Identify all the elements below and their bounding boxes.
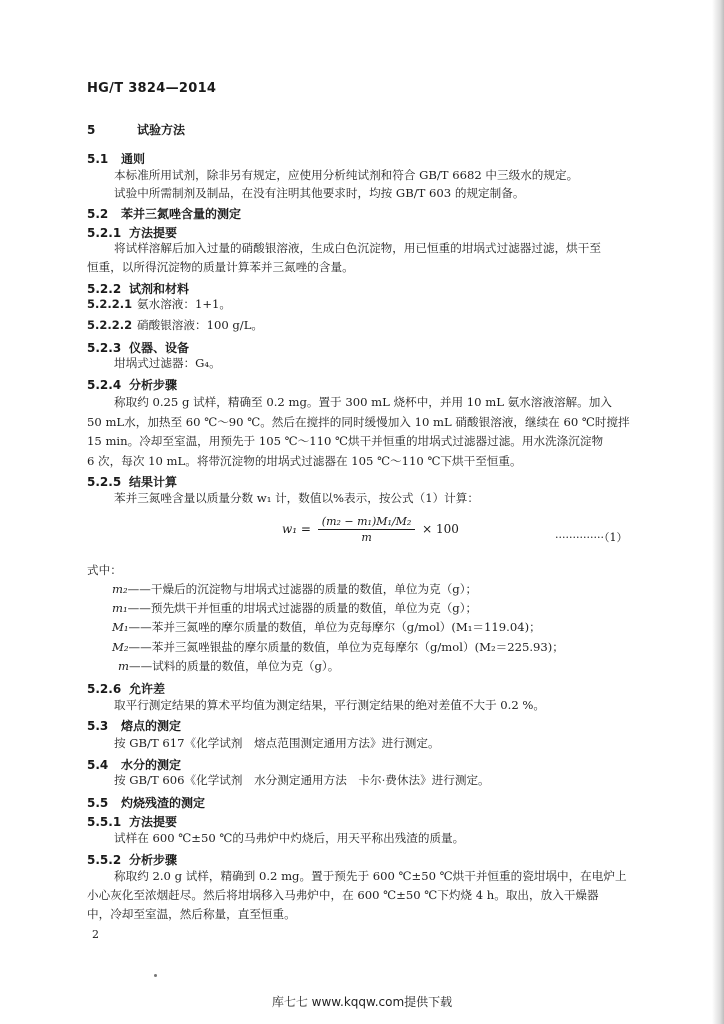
paragraph-line: 小心灰化至浓烟赶尽。然后将坩埚移入马弗炉中，在 600 ℃±50 ℃下灼烧 4 h。取出，放入干燥器 <box>87 888 599 902</box>
section-number: 5.2.6 <box>87 682 122 696</box>
definition-line <box>112 580 477 599</box>
paragraph-line: 中，冷却至室温，然后称量，直至恒重。 <box>87 907 296 921</box>
where-label: 式中： <box>87 563 122 577</box>
formula-lhs: w₁ = <box>282 522 311 536</box>
section-heading-5-5-2 <box>87 851 177 868</box>
item-number: 5.2.2.1 <box>87 297 133 311</box>
equation-number: ··············（1） <box>555 531 628 544</box>
section-heading-5-2 <box>87 205 241 222</box>
section-heading-5-1 <box>87 150 145 167</box>
section-heading-5-2-6 <box>87 680 165 697</box>
section-number: 5.3 <box>87 719 109 733</box>
item-text: 氨水溶液：1+1。 <box>137 297 232 311</box>
formula-rhs: × 100 <box>422 522 459 536</box>
item-text: 硝酸银溶液：100 g/L。 <box>137 318 263 332</box>
section-title: 熔点的测定 <box>121 719 182 733</box>
section-number: 5.2.2 <box>87 282 122 296</box>
section-title: 允许差 <box>129 682 166 696</box>
scan-speck <box>154 974 157 977</box>
definition-line <box>112 638 564 657</box>
item-number: 5.2.2.2 <box>87 318 133 332</box>
section-title: 方法提要 <box>129 226 178 240</box>
formula-numerator: (m₂ − m₁)M₁/M₂ <box>318 515 416 530</box>
symbol: M₁ <box>112 620 129 634</box>
paragraph: 试样在 600 ℃±50 ℃的马弗炉中灼烧后，用天平称出残渣的质量。 <box>114 831 465 845</box>
definition-text: ——预先烘干并恒重的坩埚式过滤器的质量的数值，单位为克（g）； <box>127 601 478 615</box>
section-number: 5 <box>87 123 96 137</box>
section-title: 仪器、设备 <box>129 341 190 355</box>
paragraph-line: 称取约 2.0 g 试样，精确到 0.2 mg。置于预先于 600 ℃±50 ℃烘干并恒重的瓷坩埚中，在电炉上 <box>114 869 627 883</box>
definition-line <box>112 599 477 618</box>
section-title: 方法提要 <box>129 815 178 829</box>
definition-line <box>112 618 541 637</box>
paragraph: 试验中所需制剂及制品，在没有注明其他要求时，均按 GB/T 603 的规定制备。 <box>114 186 525 200</box>
list-item <box>87 316 263 335</box>
section-number: 5.5.1 <box>87 815 122 829</box>
formula <box>282 515 459 544</box>
paragraph-line: 称取约 0.25 g 试样，精确至 0.2 mg。置于 300 mL 烧杯中，并用 10 mL 氨水溶液溶解。加入 <box>114 395 612 409</box>
section-heading-5-2-5 <box>87 473 177 490</box>
definition-text: ——苯并三氮唑银盐的摩尔质量的数值，单位为克每摩尔（g/mol）(M₂＝225.93)； <box>128 640 564 654</box>
symbol: m <box>118 659 129 673</box>
section-number: 5.2.3 <box>87 341 122 355</box>
symbol: M₂ <box>112 640 129 654</box>
formula-fraction <box>318 515 416 544</box>
paragraph-line: 15 min。冷却至室温，用预先于 105 ℃～110 ℃烘干并恒重的坩埚式过滤器过滤。用水洗涤沉淀物 <box>87 434 604 448</box>
paragraph-line: 将试样溶解后加入过量的硝酸银溶液，生成白色沉淀物，用已恒重的坩埚式过滤器过滤，烘干至 <box>114 241 601 255</box>
paragraph-line: 6 次，每次 10 mL。将带沉淀物的坩埚式过滤器在 105 ℃～110 ℃下烘干至恒重。 <box>87 454 522 468</box>
section-heading-5-2-4 <box>87 376 177 393</box>
definition-text: ——干燥后的沉淀物与坩埚式过滤器的质量的数值，单位为克（g）； <box>127 582 478 596</box>
section-title: 通则 <box>121 152 146 166</box>
section-title: 分析步骤 <box>129 853 178 867</box>
section-title: 分析步骤 <box>129 378 178 392</box>
section-heading-5-3 <box>87 717 181 734</box>
paragraph: 取平行测定结果的算术平均值为测定结果，平行测定结果的绝对差值不大于 0.2 %。 <box>114 698 546 712</box>
paragraph-line: 50 mL水，加热至 60 ℃～90 ℃。然后在搅拌的同时缓慢加入 10 mL 硝酸银溶液，继续在 60 ℃时搅拌 <box>87 415 630 429</box>
definition-text: ——试料的质量的数值，单位为克（g）。 <box>129 659 340 673</box>
page-number: 2 <box>92 928 99 941</box>
definition-text: ——苯并三氮唑的摩尔质量的数值，单位为克每摩尔（g/mol）(M₁＝119.04)； <box>128 620 541 634</box>
section-number: 5.5 <box>87 796 109 810</box>
symbol: m₁ <box>112 601 128 615</box>
section-title: 水分的测定 <box>121 758 182 772</box>
symbol: m₂ <box>112 582 128 596</box>
section-heading-5-5-1 <box>87 813 177 830</box>
paragraph: 苯并三氮唑含量以质量分数 w₁ 计，数值以%表示，按公式（1）计算： <box>114 491 479 505</box>
list-item <box>87 295 231 314</box>
section-number: 5.1 <box>87 152 109 166</box>
section-number: 5.2.4 <box>87 378 122 392</box>
footer-source: 库七七 www.kqqw.com提供下载 <box>271 995 453 1009</box>
section-title: 试剂和材料 <box>129 282 190 296</box>
definition-line <box>118 657 339 676</box>
section-title: 苯并三氮唑含量的测定 <box>121 207 242 221</box>
paragraph: 本标准所用试剂，除非另有规定，应使用分析纯试剂和符合 GB/T 6682 中三级水的规定。 <box>114 168 579 182</box>
section-number: 5.5.2 <box>87 853 122 867</box>
formula-denominator: m <box>361 531 372 544</box>
section-number: 5.2 <box>87 207 109 221</box>
section-title: 结果计算 <box>129 475 178 489</box>
section-number: 5.2.1 <box>87 226 122 240</box>
scan-edge-shadow <box>712 0 724 1024</box>
section-heading-5 <box>87 121 185 138</box>
section-title: 灼烧残渣的测定 <box>121 796 206 810</box>
paragraph: 按 GB/T 606《化学试剂 水分测定通用方法 卡尔·费休法》进行测定。 <box>114 773 490 787</box>
paragraph: 坩埚式过滤器：G₄。 <box>114 356 221 370</box>
section-number: 5.4 <box>87 758 109 772</box>
standard-number: HG/T 3824—2014 <box>87 81 217 96</box>
paragraph: 按 GB/T 617《化学试剂 熔点范围测定通用方法》进行测定。 <box>114 736 440 750</box>
section-title: 试验方法 <box>137 123 186 137</box>
section-heading-5-5 <box>87 794 205 811</box>
paragraph-line: 恒重，以所得沉淀物的质量计算苯并三氮唑的含量。 <box>87 260 354 274</box>
section-number: 5.2.5 <box>87 475 122 489</box>
